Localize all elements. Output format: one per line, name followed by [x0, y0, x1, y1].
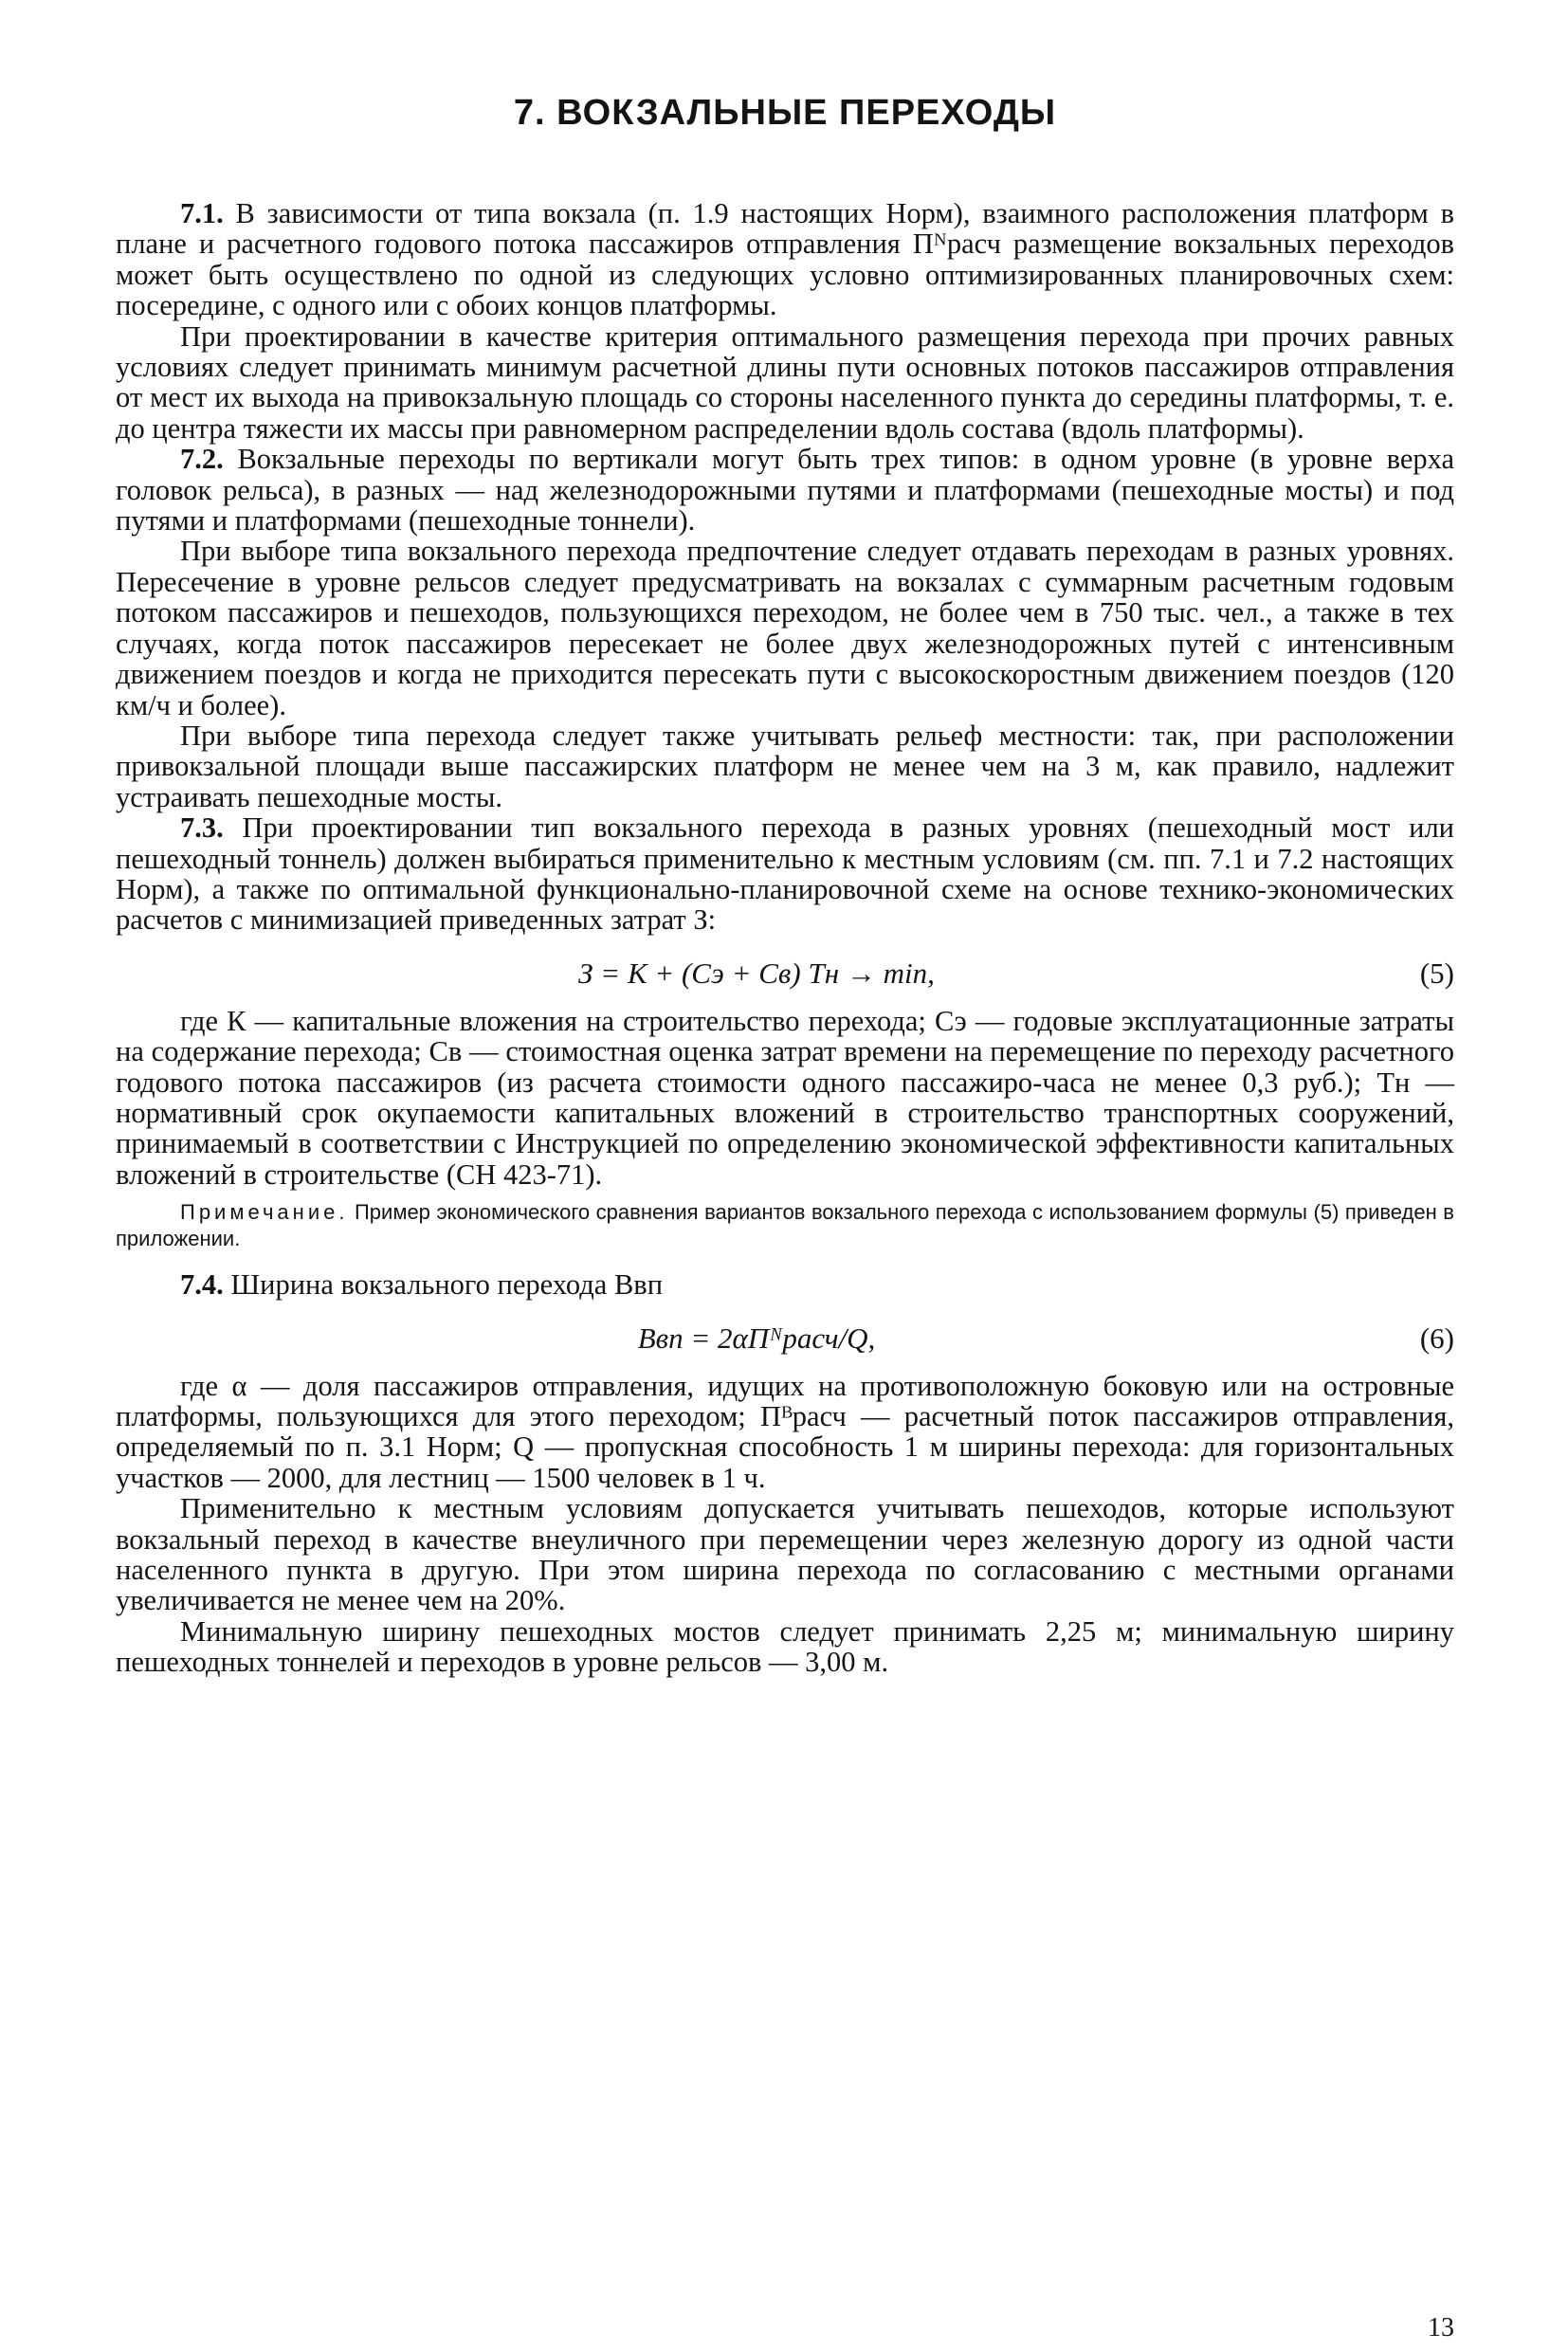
- formula-6: [116, 1321, 1454, 1356]
- note: [116, 1199, 1454, 1252]
- paragraph-7-2: [116, 444, 1454, 536]
- paragraph-local-conditions: Применительно к местным условиям допускается учитывать пешеходов, которые используют вокзальный переход в качестве внеуличного при перемещении через железную дорогу из одной части населенного пункта в другую. При этом ширина перехода по согласованию с местными органами увеличивается не менее чем на 20%.: [116, 1492, 1454, 1617]
- paragraph-7-3: [116, 812, 1454, 936]
- clause-number-7-2: 7.2.: [180, 443, 224, 476]
- clause-text-7-4: Ширина вокзального перехода Bвп: [230, 1268, 664, 1302]
- paragraph-minimum-width: Минимальную ширину пешеходных мостов следует принимать 2,25 м; минимальную ширину пешеходных тоннелей и переходов в уровне рельсов — 3,00 м.: [116, 1614, 1454, 1679]
- paragraph-formula-5-legend: где К — капитальные вложения на строительство перехода; Сэ — годовые эксплуатационные затраты на содержание перехода; Св — стоимостная оценка затрат времени на перемещение по переходу расчетного годового потока пассажиров (из расчета стоимости одного пассажиро-часа не менее 0,3 руб.); Тн — нормативный срок окупаемости капитальных вложений в строительство транспортных сооружений, принимаемый в соответствии с Инструкцией по определению экономической эффективности капитальных вложений в строительстве (СН 423-71).: [116, 1004, 1454, 1191]
- paragraph-optimal-placement: При проектировании в качестве критерия оптимального размещения перехода при прочих равных условиях следует принимать минимум расчетной длины пути основных потоков пассажиров отправления от мест их выхода на привокзальную площадь со стороны населенного пункта до середины платформы, т. е. до центра тяжести их массы при равномерном распределении вдоль состава (вдоль платформы).: [116, 319, 1454, 445]
- paragraph-7-4: [116, 1269, 1454, 1300]
- note-text: Пример экономического сравнения вариантов вокзального перехода с использованием формулы (5) приведен в приложении.: [116, 1200, 1454, 1251]
- formula-5: [116, 957, 1454, 991]
- clause-text-7-1: В зависимости от типа вокзала (п. 1.9 настоящих Норм), взаимного расположения платформ в плане и расчетного годового потока пассажиров отправления Пᴺрасч размещение вокзальных переходов может быть осуществлено по одной из следующих условно оптимизированных планировочных схем: посередине, с одного или с обоих концов платформы.: [116, 197, 1455, 322]
- formula-5-number: (5): [1419, 956, 1454, 990]
- clause-text-7-2: Вокзальные переходы по вертикали могут быть трех типов: в одном уровне (в уровне верха головок рельса), в разных — над железнодорожными путями и платформами (пешеходные мосты) и под путями и платформами (пешеходные тоннели).: [116, 443, 1454, 538]
- formula-5-expression: З = К + (Сэ + Св) Тн → min,: [578, 956, 935, 990]
- formula-6-expression: Bвп = 2αПᴺрасч/Q,: [637, 1321, 876, 1355]
- page-number: 13: [1428, 2313, 1454, 2342]
- formula-6-number: (6): [1419, 1321, 1454, 1355]
- clause-number-7-4: 7.4.: [180, 1268, 224, 1302]
- paragraph-terrain: При выборе типа перехода следует также учитывать рельеф местности: так, при расположении привокзальной площади выше пассажирских платформ не менее чем на 3 м, как правило, надлежит устраивать пешеходные мосты.: [116, 719, 1454, 813]
- clause-text-7-3: При проектировании тип вокзального перехода в разных уровнях (пешеходный мост или пешеходный тоннель) должен выбираться применительно к местным условиям (см. пп. 7.1 и 7.2 настоящих Норм), а также по оптимальной функционально-планировочной схеме на основе технико-экономических расчетов с минимизацией приведенных затрат З:: [116, 811, 1454, 937]
- clause-number-7-1: 7.1.: [180, 197, 224, 229]
- paragraph-type-preference: При выборе типа вокзального перехода предпочтение следует отдавать переходам в разных уровнях. Пересечение в уровне рельсов следует предусматривать на вокзалах с суммарным расчетным годовым потоком пассажиров и пешеходов, пользующихся переходом, не более чем в 750 тыс. чел., а также в тех случаях, когда поток пассажиров пересекает не более двух железнодорожных путей с интенсивным движением поездов и когда не приходится пересекать пути с высокоскоростным движением поездов (120 км/ч и более).: [116, 535, 1454, 721]
- paragraph-7-1: [116, 198, 1454, 321]
- paragraph-formula-6-legend: где α — доля пассажиров отправления, идущих на противоположную боковую или на островные платформы, пользующихся для этого переходом; Пᴮрасч — расчетный поток пассажиров отправления, определяемый по п. 3.1 Норм; Q — пропускная способность 1 м ширины перехода: для горизонтальных участков — 2000, для лестниц — 1500 человек в 1 ч.: [116, 1369, 1454, 1494]
- section-title: 7. ВОКЗАЛЬНЫЕ ПЕРЕХОДЫ: [513, 93, 1057, 133]
- note-heading: Примечание.: [180, 1200, 349, 1225]
- clause-number-7-3: 7.3.: [180, 811, 224, 845]
